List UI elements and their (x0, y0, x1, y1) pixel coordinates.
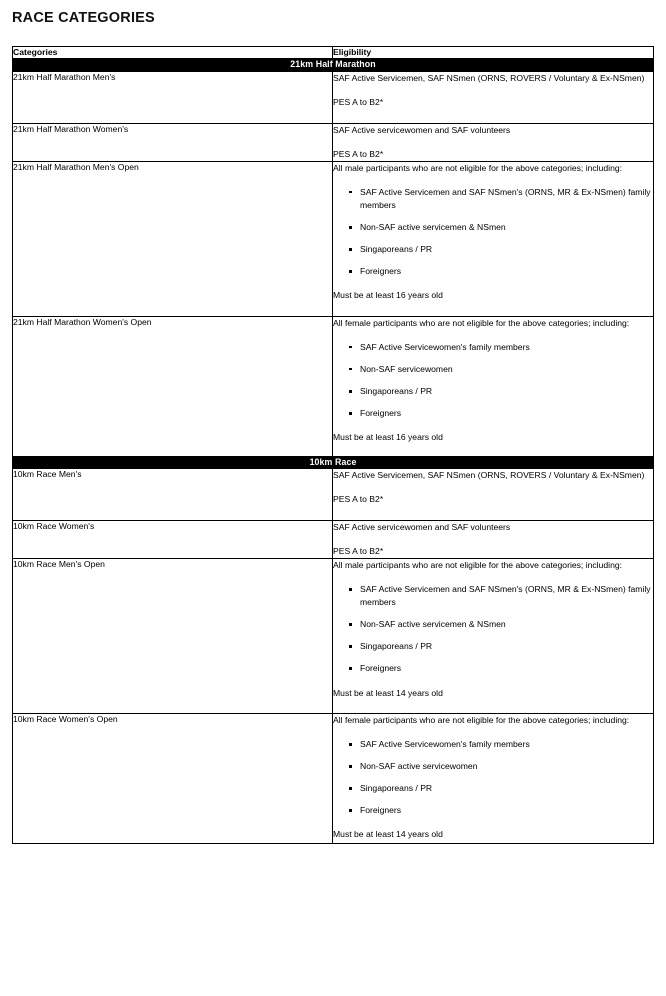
eligibility-note: Must be at least 14 years old (333, 829, 443, 840)
eligibility-cell (333, 316, 654, 456)
category-name: 10km Race Women's Open (13, 714, 333, 844)
eligibility-note: PES A to B2* (333, 494, 384, 505)
race-categories-table (12, 46, 654, 844)
eligibility-intro: SAF Active servicewomen and SAF volunteers (333, 124, 511, 135)
list-item: Singaporeans / PR (360, 385, 653, 398)
table-row (13, 71, 654, 123)
eligibility-cell (333, 71, 654, 123)
eligibility-cell (333, 714, 654, 844)
eligibility-bullet-list (333, 583, 653, 675)
list-item: SAF Active Servicewomen's family members (360, 738, 653, 751)
list-item: Non-SAF active servicewomen (360, 760, 653, 773)
column-header-eligibility: Eligibility (333, 47, 654, 59)
eligibility-note: Must be at least 16 years old (333, 432, 443, 443)
list-item: Non-SAF active servicemen & NSmen (360, 618, 653, 631)
category-name: 21km Half Marathon Women's Open (13, 316, 333, 456)
eligibility-cell (333, 161, 654, 316)
page-title: RACE CATEGORIES (12, 10, 155, 26)
table-row (13, 161, 654, 316)
table-row (13, 123, 654, 161)
table-row (13, 316, 654, 456)
section-band-row-10km (13, 456, 654, 468)
table-row (13, 559, 654, 714)
section-band-label-10km: 10km Race (13, 456, 654, 468)
category-name: 21km Half Marathon Women's (13, 123, 333, 161)
category-name: 10km Race Men's Open (13, 559, 333, 714)
list-item: Non-SAF active servicemen & NSmen (360, 221, 653, 234)
eligibility-bullet-list (333, 738, 653, 817)
table-row (13, 469, 654, 521)
list-item: Singaporeans / PR (360, 640, 653, 653)
eligibility-intro: All male participants who are not eligible for the above categories; including: (333, 560, 623, 571)
category-name: 21km Half Marathon Men's (13, 71, 333, 123)
list-item: Foreigners (360, 804, 653, 817)
eligibility-cell (333, 559, 654, 714)
category-name: 21km Half Marathon Men's Open (13, 161, 333, 316)
section-band-label-21km: 21km Half Marathon (13, 59, 654, 71)
eligibility-cell (333, 469, 654, 521)
list-item: Foreigners (360, 265, 653, 278)
list-item: Foreigners (360, 407, 653, 420)
eligibility-intro: SAF Active Servicemen, SAF NSmen (ORNS, ROVERS / Voluntary & Ex-NSmen) (333, 72, 645, 83)
eligibility-intro: SAF Active servicewomen and SAF volunteers (333, 522, 511, 533)
eligibility-intro: All female participants who are not eligible for the above categories; including: (333, 317, 630, 328)
eligibility-intro: All male participants who are not eligible for the above categories; including: (333, 162, 623, 173)
eligibility-intro: SAF Active Servicemen, SAF NSmen (ORNS, ROVERS / Voluntary & Ex-NSmen) (333, 470, 645, 481)
category-name: 10km Race Men's (13, 469, 333, 521)
list-item: Foreigners (360, 662, 653, 675)
column-header-categories: Categories (13, 47, 333, 59)
table-row (13, 521, 654, 559)
eligibility-note: PES A to B2* (333, 546, 384, 557)
table-row (13, 714, 654, 844)
list-item: Non-SAF servicewomen (360, 363, 653, 376)
list-item: Singaporeans / PR (360, 243, 653, 256)
section-band-row-21km (13, 59, 654, 71)
eligibility-cell (333, 123, 654, 161)
list-item: SAF Active Servicewomen's family members (360, 341, 653, 354)
eligibility-note: PES A to B2* (333, 148, 384, 159)
eligibility-note: PES A to B2* (333, 96, 384, 107)
eligibility-bullet-list (333, 341, 653, 420)
eligibility-note: Must be at least 14 years old (333, 687, 443, 698)
eligibility-bullet-list (333, 186, 653, 278)
eligibility-note: Must be at least 16 years old (333, 290, 443, 301)
category-name: 10km Race Women's (13, 521, 333, 559)
table-header-row (13, 47, 654, 59)
eligibility-cell (333, 521, 654, 559)
list-item: Singaporeans / PR (360, 782, 653, 795)
list-item: SAF Active Servicemen and SAF NSmen's (ORNS, MR & Ex-NSmen) family members (360, 186, 653, 212)
list-item: SAF Active Servicemen and SAF NSmen's (ORNS, MR & Ex-NSmen) family members (360, 583, 653, 609)
eligibility-intro: All female participants who are not eligible for the above categories; including: (333, 715, 630, 726)
